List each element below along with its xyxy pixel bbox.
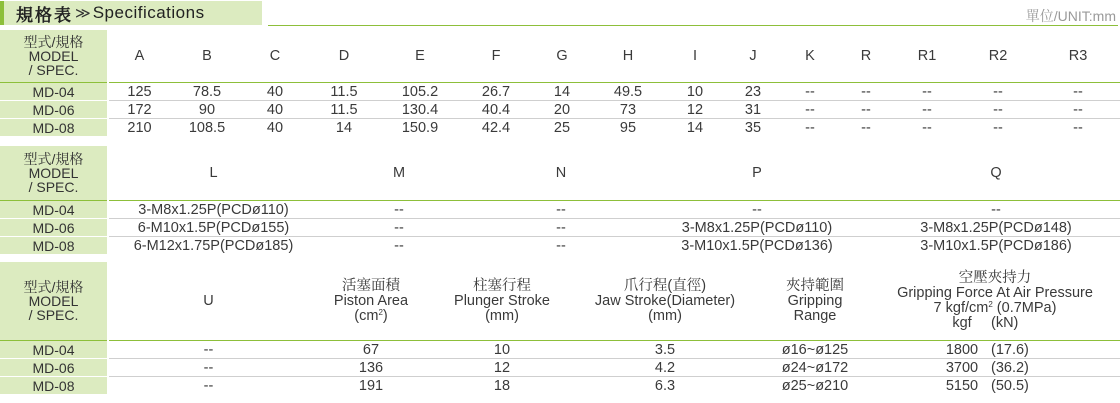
value-cell: --: [838, 119, 894, 137]
title-english: Specifications: [92, 3, 205, 22]
unit-text: (0.7MPa): [992, 300, 1057, 316]
value-cell: 108.5: [170, 119, 244, 137]
header-line: Plunger Stroke: [454, 292, 550, 309]
model-cell: MD-06: [0, 359, 108, 377]
value-cell: --: [480, 201, 642, 219]
model-header-cell: [0, 30, 108, 83]
value-cell: --: [318, 237, 480, 255]
value-cell: 10: [434, 341, 570, 359]
value-cell: --: [960, 101, 1036, 119]
value-cell: --: [1036, 83, 1120, 101]
value-cell: --: [838, 101, 894, 119]
value-cell: ø24~ø172: [760, 359, 870, 377]
force-kn: (50.5): [991, 377, 1029, 394]
model-cell: MD-04: [0, 83, 108, 101]
force-kn: (36.2): [991, 359, 1029, 376]
value-cell: --: [642, 201, 872, 219]
table-row: [0, 101, 1120, 119]
header-line: Piston Area: [333, 292, 409, 309]
value-cell: 3-M8x1.25P(PCDø110): [642, 219, 872, 237]
model-cell: MD-06: [0, 101, 108, 119]
value-cell: 125: [108, 83, 170, 101]
value-cell: 73: [590, 101, 666, 119]
column-header: B: [170, 30, 244, 83]
value-cell: 67: [308, 341, 434, 359]
header-line: (mm): [648, 307, 682, 324]
header-line: Gripping: [787, 292, 843, 309]
header-line: 活塞面積: [342, 277, 400, 294]
table-header-row: [0, 262, 1120, 341]
force-kn: (17.6): [991, 341, 1029, 358]
value-cell: 105.2: [382, 83, 458, 101]
value-cell: 11.5: [306, 101, 382, 119]
model-header-line: / SPEC.: [28, 62, 79, 78]
value-cell: 90: [170, 101, 244, 119]
value-cell: 78.5: [170, 83, 244, 101]
column-header: N: [480, 146, 642, 201]
value-cell: 40: [244, 83, 306, 101]
value-cell: --: [108, 359, 308, 377]
header-line: 空壓夾持力: [958, 270, 1032, 286]
column-header-gripping-range: [760, 262, 870, 341]
column-header: M: [318, 146, 480, 201]
column-header: R1: [894, 30, 960, 83]
value-cell: --: [894, 119, 960, 137]
value-cell: 172: [108, 101, 170, 119]
header-unit-line: [308, 309, 434, 324]
value-cell: ø25~ø210: [760, 377, 870, 395]
value-cell: 49.5: [590, 83, 666, 101]
table-row: [0, 83, 1120, 101]
header-line: 柱塞行程: [473, 277, 531, 294]
table-row: [0, 201, 1120, 219]
model-cell: MD-04: [0, 201, 108, 219]
value-cell: 6-M10x1.5P(PCDø155): [108, 219, 318, 237]
value-cell: 3-M8x1.25P(PCDø148): [872, 219, 1120, 237]
value-cell: 6.3: [570, 377, 760, 395]
unit-superscript: 2: [378, 307, 383, 317]
column-header: D: [306, 30, 382, 83]
value-cell: 40: [244, 101, 306, 119]
value-cell: 23: [724, 83, 782, 101]
column-header-plunger-stroke: [434, 262, 570, 341]
column-header: H: [590, 30, 666, 83]
model-cell: MD-04: [0, 341, 108, 359]
column-header-u: U: [108, 262, 308, 341]
header-line: (mm): [485, 307, 519, 324]
value-cell: ø16~ø125: [760, 341, 870, 359]
header-line: [870, 316, 1120, 331]
model-header-line: MODEL: [28, 165, 79, 181]
value-cell: 3-M8x1.25P(PCDø110): [108, 201, 318, 219]
table-row: [0, 119, 1120, 137]
header-line: [870, 301, 1120, 316]
value-cell: --: [894, 101, 960, 119]
mounting-table: [0, 146, 1120, 254]
model-header-line: / SPEC.: [28, 307, 79, 323]
value-cell: 40.4: [458, 101, 534, 119]
table-row: [0, 219, 1120, 237]
table-row: [0, 237, 1120, 255]
force-kgf: 5150: [945, 377, 979, 394]
table-header-row: [0, 146, 1120, 201]
value-cell: 14: [306, 119, 382, 137]
value-cell: 3-M10x1.5P(PCDø186): [872, 237, 1120, 255]
value-cell: 130.4: [382, 101, 458, 119]
title-chinese: 規格表: [16, 5, 73, 25]
value-cell: 150.9: [382, 119, 458, 137]
model-cell: MD-08: [0, 237, 108, 255]
value-cell: --: [838, 83, 894, 101]
title-underline: [268, 25, 1118, 26]
value-cell: 210: [108, 119, 170, 137]
value-cell: --: [1036, 119, 1120, 137]
column-header: R2: [960, 30, 1036, 83]
value-cell: 12: [666, 101, 724, 119]
column-header: R3: [1036, 30, 1120, 83]
value-cell: 31: [724, 101, 782, 119]
force-cell: [870, 341, 1120, 359]
unit-text: ): [382, 307, 388, 324]
force-cell: [870, 359, 1120, 377]
performance-table: [0, 262, 1120, 394]
header-line: Gripping Force At Air Pressure: [897, 285, 1093, 301]
value-cell: 12: [434, 359, 570, 377]
column-header: E: [382, 30, 458, 83]
column-header: G: [534, 30, 590, 83]
value-cell: 191: [308, 377, 434, 395]
header-line: Range: [793, 307, 837, 324]
value-cell: 3-M10x1.5P(PCDø136): [642, 237, 872, 255]
section-header: [0, 0, 1120, 30]
value-cell: 4.2: [570, 359, 760, 377]
column-header-gripping-force: [870, 262, 1120, 341]
value-cell: 3.5: [570, 341, 760, 359]
column-header: F: [458, 30, 534, 83]
value-cell: --: [782, 101, 838, 119]
value-cell: --: [960, 83, 1036, 101]
table-row: [0, 359, 1120, 377]
column-header: P: [642, 146, 872, 201]
value-cell: --: [318, 201, 480, 219]
unit-text: (cm: [354, 307, 379, 324]
value-cell: --: [782, 83, 838, 101]
value-cell: --: [872, 201, 1120, 219]
section-title: [0, 1, 262, 25]
value-cell: 11.5: [306, 83, 382, 101]
value-cell: --: [960, 119, 1036, 137]
column-header: A: [108, 30, 170, 83]
value-cell: 95: [590, 119, 666, 137]
column-header: K: [782, 30, 838, 83]
model-header-line: MODEL: [28, 293, 79, 309]
value-cell: --: [782, 119, 838, 137]
title-separator: ≫: [75, 5, 91, 22]
unit-label: 單位/UNIT:mm: [1025, 8, 1116, 24]
value-cell: 26.7: [458, 83, 534, 101]
table-row: [0, 377, 1120, 395]
value-cell: 136: [308, 359, 434, 377]
value-cell: 14: [534, 83, 590, 101]
value-cell: 25: [534, 119, 590, 137]
value-cell: --: [108, 377, 308, 395]
column-header-jaw-stroke: [570, 262, 760, 341]
model-cell: MD-08: [0, 377, 108, 395]
value-cell: 10: [666, 83, 724, 101]
column-header: Q: [872, 146, 1120, 201]
column-header: I: [666, 30, 724, 83]
table-header-row: [0, 30, 1120, 83]
model-header-line: 型式/規格: [23, 34, 84, 50]
model-header-cell: [0, 262, 108, 341]
value-cell: 40: [244, 119, 306, 137]
value-cell: --: [108, 341, 308, 359]
unit-text: 7 kgf/cm: [933, 300, 989, 316]
value-cell: 42.4: [458, 119, 534, 137]
header-line: 爪行程(直徑): [623, 277, 707, 294]
value-cell: 18: [434, 377, 570, 395]
header-line: 夾持範圍: [786, 277, 844, 294]
value-cell: 20: [534, 101, 590, 119]
column-header: J: [724, 30, 782, 83]
model-header-line: / SPEC.: [28, 179, 79, 195]
value-cell: --: [894, 83, 960, 101]
force-cell: [870, 377, 1120, 395]
force-kgf: 1800: [945, 341, 979, 358]
model-cell: MD-06: [0, 219, 108, 237]
column-header: L: [108, 146, 318, 201]
value-cell: 35: [724, 119, 782, 137]
value-cell: --: [480, 219, 642, 237]
table-row: [0, 341, 1120, 359]
value-cell: --: [318, 219, 480, 237]
model-cell: MD-08: [0, 119, 108, 137]
dimensions-table: [0, 30, 1120, 136]
model-header-cell: [0, 146, 108, 201]
column-header: C: [244, 30, 306, 83]
model-header-line: 型式/規格: [23, 279, 84, 295]
value-cell: 6-M12x1.75P(PCDø185): [108, 237, 318, 255]
unit-kgf: kgf: [952, 315, 972, 331]
value-cell: 14: [666, 119, 724, 137]
force-kgf: 3700: [945, 359, 979, 376]
model-header-line: MODEL: [28, 48, 79, 64]
column-header: R: [838, 30, 894, 83]
value-cell: --: [480, 237, 642, 255]
unit-kn: (kN): [991, 315, 1019, 331]
model-header-line: 型式/規格: [23, 151, 84, 167]
column-header-piston-area: [308, 262, 434, 341]
value-cell: --: [1036, 101, 1120, 119]
header-line: Jaw Stroke(Diameter): [594, 292, 736, 309]
unit-superscript: 2: [988, 300, 993, 309]
